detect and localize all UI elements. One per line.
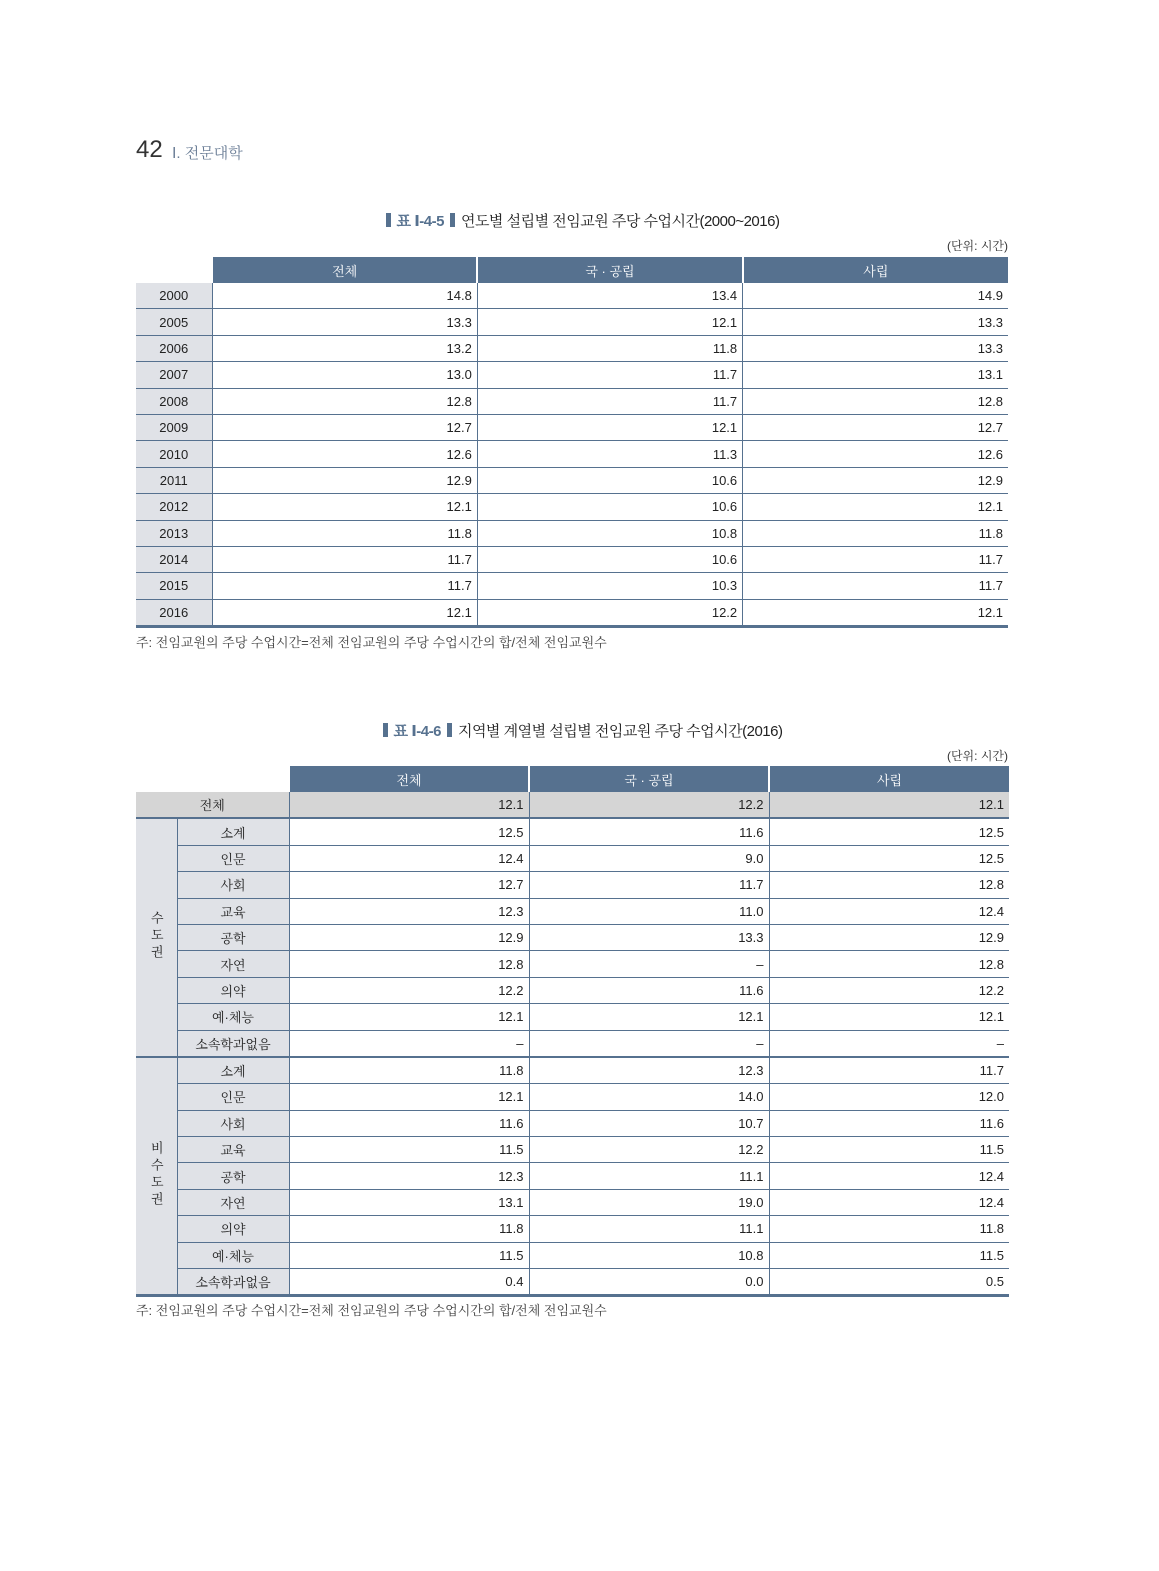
cell-value: 13.1 [289,1189,529,1215]
row-label: 자연 [177,1189,289,1215]
row-label: 소속학과없음 [177,1269,289,1296]
cell-value: 10.6 [477,467,742,493]
cell-value: – [289,1030,529,1057]
table1-note: 주: 전임교원의 주당 수업시간=전체 전임교원의 주당 수업시간의 합/전체 전임교원수 [136,635,607,650]
cell-value: 11.6 [529,977,769,1003]
row-label: 인문 [177,845,289,871]
cell-value: 12.6 [743,441,1008,467]
row-label: 예·체능 [177,1242,289,1268]
row-label: 교육 [177,898,289,924]
table-row [136,388,1008,414]
row-label: 소속학과없음 [177,1030,289,1057]
cell-value: 13.1 [743,362,1008,388]
cell-value: 12.9 [743,467,1008,493]
cell-value: 11.7 [212,546,477,572]
column-header: 사립 [769,766,1009,792]
region-cell [136,1057,177,1296]
row-year: 2005 [136,309,212,335]
cell-value: 13.0 [212,362,477,388]
region-cell [136,818,177,1057]
cell-value: 11.1 [529,1163,769,1189]
cell-value: 12.1 [289,1004,529,1030]
cell-value: 11.6 [769,1110,1009,1136]
cell-value: 13.3 [212,309,477,335]
cell-value: 12.3 [529,1057,769,1084]
cell-value: 12.0 [769,1084,1009,1110]
cell-value: 10.6 [477,494,742,520]
table1-caption [0,210,1159,231]
cell-value: 11.8 [212,520,477,546]
cell-value: – [529,1030,769,1057]
cell-value: 11.5 [769,1137,1009,1163]
table-row [136,1030,1009,1057]
cell-value: 10.3 [477,573,742,599]
table-row [136,441,1008,467]
cell-value: 12.9 [769,924,1009,950]
table-row [136,1269,1009,1296]
column-header: 국 · 공립 [477,257,742,283]
cell-value: 11.7 [529,872,769,898]
cell-value: 11.7 [477,362,742,388]
cell-value: 12.2 [289,977,529,1003]
table2-tag: 표 Ⅰ-4-6 [393,723,441,740]
table-row [136,335,1008,361]
total-label: 전체 [136,792,289,818]
cell-value: 12.1 [289,1084,529,1110]
cell-value: 12.1 [743,599,1008,626]
cell-value: 12.2 [477,599,742,626]
cell-value: 12.4 [289,845,529,871]
caption-bar-icon [447,723,452,737]
column-header: 전체 [289,766,529,792]
region-label: 수도권 [148,910,164,962]
cell-value: 12.5 [289,818,529,845]
cell-value: 13.4 [477,283,742,309]
table-row [136,599,1008,626]
cell-value: – [769,1030,1009,1057]
table-row [136,546,1008,572]
table-row [136,1004,1009,1030]
table-row [136,283,1008,309]
table1-tag: 표 Ⅰ-4-5 [396,213,444,230]
column-header: 사립 [743,257,1008,283]
cell-value: 11.8 [477,335,742,361]
cell-value: 12.7 [743,414,1008,440]
cell-value: 12.5 [769,818,1009,845]
table-row [136,845,1009,871]
table2-corner [136,766,289,792]
table-row [136,1242,1009,1268]
cell-value: 11.5 [769,1242,1009,1268]
row-label: 소계 [177,1057,289,1084]
table1 [136,257,1008,628]
total-row [136,792,1009,818]
cell-value: 11.8 [289,1057,529,1084]
cell-value: 11.1 [529,1216,769,1242]
cell-value: 12.1 [212,599,477,626]
caption-bar-icon [386,213,391,227]
table-row [136,467,1008,493]
table-row [136,818,1009,845]
cell-value: 12.1 [477,414,742,440]
row-label: 공학 [177,924,289,950]
row-label: 공학 [177,1163,289,1189]
cell-value: 12.5 [769,845,1009,871]
row-label: 인문 [177,1084,289,1110]
cell-value: 13.3 [529,924,769,950]
table-row [136,924,1009,950]
cell-value: 11.8 [769,1216,1009,1242]
column-header: 국 · 공립 [529,766,769,792]
cell-value: 12.9 [289,924,529,950]
caption-bar-icon [450,213,455,227]
table2-header-row [136,766,1009,792]
cell-value: 11.7 [743,573,1008,599]
table2-note: 주: 전임교원의 주당 수업시간=전체 전임교원의 주당 수업시간의 합/전체 전임교원수 [136,1303,607,1318]
cell-value: 12.7 [289,872,529,898]
cell-value: 12.2 [529,1137,769,1163]
chapter-title: Ⅰ. 전문대학 [172,145,243,162]
row-year: 2007 [136,362,212,388]
row-year: 2006 [136,335,212,361]
caption-bar-icon [383,723,388,737]
row-year: 2010 [136,441,212,467]
table-row [136,1110,1009,1136]
cell-value: 12.8 [289,951,529,977]
cell-value: 12.3 [289,1163,529,1189]
table-row [136,951,1009,977]
cell-value: 12.2 [769,977,1009,1003]
cell-value: 12.1 [529,1004,769,1030]
table-row [136,977,1009,1003]
cell-value: 10.8 [529,1242,769,1268]
row-label: 예·체능 [177,1004,289,1030]
table1-title: 연도별 설립별 전임교원 주당 수업시간(2000~2016) [460,213,780,230]
cell-value: 11.8 [743,520,1008,546]
table-row [136,1084,1009,1110]
cell-value: 12.8 [743,388,1008,414]
cell-value: 11.6 [529,818,769,845]
cell-value: 12.8 [769,951,1009,977]
cell-value: 12.1 [769,1004,1009,1030]
row-year: 2015 [136,573,212,599]
cell-value: 0.5 [769,1269,1009,1296]
row-year: 2011 [136,467,212,493]
cell-value: 12.1 [212,494,477,520]
cell-value: 19.0 [529,1189,769,1215]
cell-value: 14.9 [743,283,1008,309]
cell-value: 13.3 [743,335,1008,361]
cell-value: 12.1 [289,792,529,818]
cell-value: 14.8 [212,283,477,309]
cell-value: 11.7 [477,388,742,414]
table-row [136,1137,1009,1163]
row-year: 2000 [136,283,212,309]
table-row [136,362,1008,388]
cell-value: 11.0 [529,898,769,924]
table-row [136,1216,1009,1242]
row-year: 2016 [136,599,212,626]
cell-value: 13.3 [743,309,1008,335]
table1-header-row [136,257,1008,283]
cell-value: 11.7 [769,1057,1009,1084]
cell-value: 11.7 [212,573,477,599]
table1-unit: (단위: 시간) [946,239,1008,253]
table-row [136,1057,1009,1084]
column-header: 전체 [212,257,477,283]
row-label: 사회 [177,872,289,898]
row-year: 2012 [136,494,212,520]
table2-unit: (단위: 시간) [946,749,1008,763]
table2-title: 지역별 계열별 설립별 전임교원 주당 수업시간(2016) [457,723,783,740]
cell-value: 10.7 [529,1110,769,1136]
row-label: 소계 [177,818,289,845]
cell-value: 10.8 [477,520,742,546]
cell-value: 9.0 [529,845,769,871]
cell-value: 12.8 [212,388,477,414]
row-label: 의약 [177,1216,289,1242]
cell-value: 12.7 [212,414,477,440]
cell-value: 12.6 [212,441,477,467]
cell-value: – [529,951,769,977]
cell-value: 12.3 [289,898,529,924]
cell-value: 12.1 [743,494,1008,520]
table-row [136,872,1009,898]
table1-corner [136,257,212,283]
cell-value: 11.5 [289,1242,529,1268]
page-number: 42 [136,136,163,163]
table-row [136,414,1008,440]
cell-value: 12.4 [769,898,1009,924]
table-row [136,520,1008,546]
row-year: 2009 [136,414,212,440]
table-row [136,1189,1009,1215]
cell-value: 14.0 [529,1084,769,1110]
cell-value: 10.6 [477,546,742,572]
row-label: 교육 [177,1137,289,1163]
cell-value: 12.1 [769,792,1009,818]
table2-caption [0,720,1159,741]
cell-value: 11.6 [289,1110,529,1136]
table-row [136,898,1009,924]
cell-value: 12.4 [769,1163,1009,1189]
table2 [136,766,1009,1297]
row-year: 2013 [136,520,212,546]
cell-value: 12.1 [477,309,742,335]
table-row [136,1163,1009,1189]
region-label: 비수도권 [148,1140,164,1209]
cell-value: 11.8 [289,1216,529,1242]
cell-value: 11.7 [743,546,1008,572]
cell-value: 0.0 [529,1269,769,1296]
row-label: 의약 [177,977,289,1003]
table-row [136,309,1008,335]
cell-value: 11.3 [477,441,742,467]
cell-value: 13.2 [212,335,477,361]
table-row [136,573,1008,599]
cell-value: 0.4 [289,1269,529,1296]
table-row [136,494,1008,520]
row-year: 2014 [136,546,212,572]
cell-value: 12.8 [769,872,1009,898]
row-year: 2008 [136,388,212,414]
cell-value: 11.5 [289,1137,529,1163]
row-label: 사회 [177,1110,289,1136]
cell-value: 12.2 [529,792,769,818]
cell-value: 12.9 [212,467,477,493]
row-label: 자연 [177,951,289,977]
cell-value: 12.4 [769,1189,1009,1215]
